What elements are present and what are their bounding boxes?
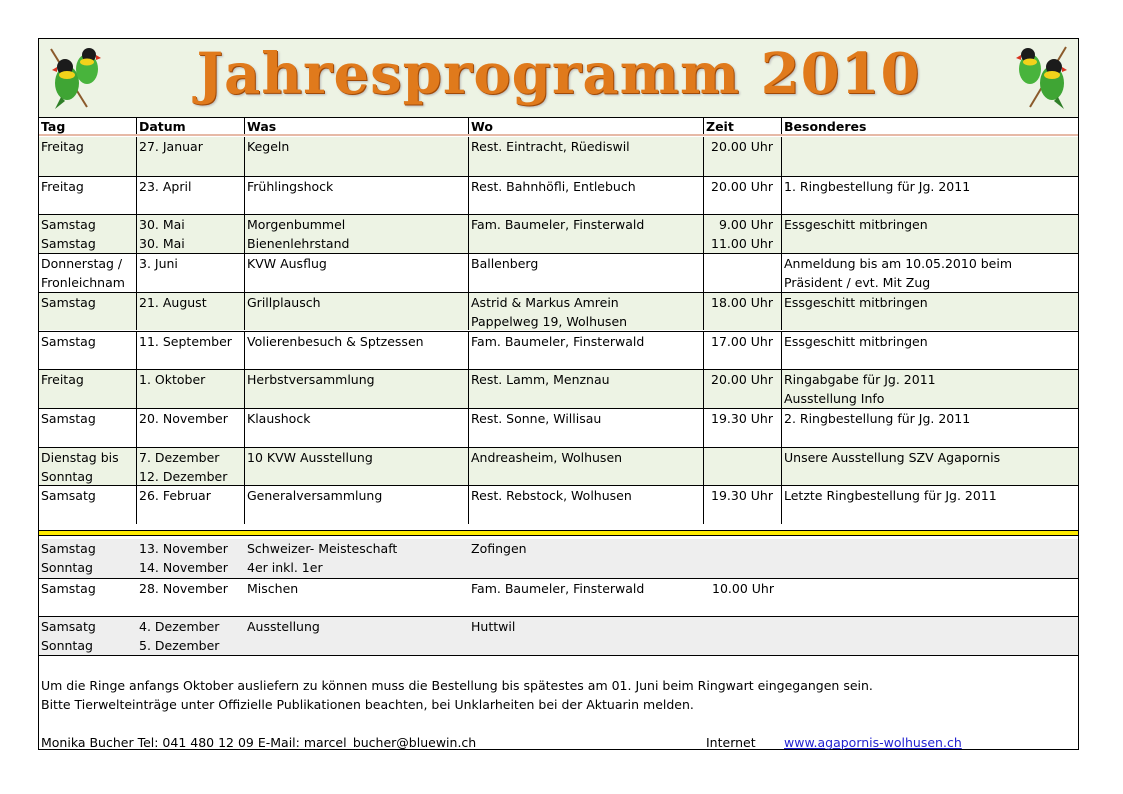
cell-tag (39, 486, 137, 524)
cell-datum (137, 177, 245, 215)
cell-line: 4er inkl. 1er (247, 560, 323, 575)
cell-line: Unsere Ausstellung SZV Agapornis (784, 449, 1001, 465)
cell-line: 30. Mai (139, 217, 185, 233)
cell-line: Grillplausch (247, 294, 321, 310)
cell-datum (137, 539, 245, 578)
cell-line: 1. Oktober (139, 372, 206, 388)
cell-line (471, 558, 704, 577)
page-title: Jahresprogramm 2010 (196, 41, 921, 107)
column-header: Datum (137, 118, 245, 134)
footer-notes (39, 655, 1078, 752)
cell-besonderes (782, 409, 1080, 447)
cell-line: Morgenbummel (247, 217, 346, 233)
cell-line (139, 273, 244, 292)
cell-line: Ausstellung (247, 619, 320, 635)
cell-line: 11. September (139, 333, 232, 349)
cell-line: 20.00 Uhr (711, 178, 773, 194)
cell-line: Freitag (41, 139, 84, 154)
column-header: Wo (469, 118, 704, 134)
cell-wo (469, 293, 704, 331)
cell-line: Frühlingshock (247, 178, 334, 194)
cell-line (706, 558, 774, 577)
cell-line: Donnerstag / (41, 256, 123, 272)
cell-besonderes (782, 332, 1080, 370)
table-row (39, 253, 1078, 292)
cell-line: 19.30 Uhr (711, 410, 773, 426)
cell-was (245, 293, 469, 331)
cell-tag (39, 617, 137, 655)
cell-line: 28. November (139, 580, 228, 596)
cell-datum (137, 254, 245, 292)
cell-zeit (704, 137, 782, 176)
cell-tag (39, 370, 137, 408)
table-row (39, 616, 1078, 655)
cell-line: Fam. Baumeler, Finsterwald (471, 580, 645, 596)
publication-note: Bitte Tierwelteinträge unter Offizielle Publikationen beachten, bei Unklarheiten bei der Aktuarin melden. (41, 697, 694, 712)
cell-zeit (704, 293, 782, 331)
cell-line: 26. Februar (139, 488, 211, 504)
cell-line: 9.00 Uhr (718, 217, 773, 233)
cell-tag (39, 137, 137, 176)
cell-line: Sonntag (41, 638, 93, 654)
cell-was (245, 539, 469, 578)
cell-line: 20.00 Uhr (711, 139, 773, 154)
contact-info: Monika Bucher Tel: 041 480 12 09 E-Mail: marcel_bucher@bluewin.ch (41, 735, 477, 750)
cell-was (245, 448, 469, 486)
cell-was (245, 617, 469, 655)
cell-line: Fam. Baumeler, Finsterwald (471, 217, 645, 233)
program-sheet (38, 38, 1079, 750)
cell-tag (39, 254, 137, 292)
cell-line: Schweizer- Meisteschaft (247, 541, 398, 556)
cell-line (706, 636, 774, 655)
cell-tag (39, 332, 137, 370)
cell-tag (39, 579, 137, 617)
cell-line: Freitag (41, 178, 84, 194)
cell-line: Samstag (41, 333, 96, 349)
table-row (39, 331, 1078, 370)
cell-zeit (704, 617, 782, 655)
cell-line: Sonntag (41, 468, 93, 484)
cell-line: Andreasheim, Wolhusen (471, 449, 623, 465)
cell-zeit (704, 332, 782, 370)
cell-line: Samstag (41, 410, 96, 426)
cell-line: Samstag (41, 294, 96, 310)
cell-wo (469, 579, 704, 617)
cell-line: 21. August (139, 294, 207, 310)
cell-was (245, 137, 469, 176)
cell-wo (469, 137, 704, 176)
cell-line: Fronleichnam (41, 275, 125, 291)
cell-zeit (704, 448, 782, 486)
table-row (39, 578, 1078, 617)
cell-was (245, 332, 469, 370)
cell-tag (39, 539, 137, 578)
cell-line: Dienstag bis (41, 449, 119, 465)
cell-line: Rest. Rebstock, Wolhusen (471, 488, 632, 504)
cell-line: 1. Ringbestellung für Jg. 2011 (784, 178, 971, 194)
cell-line: Rest. Sonne, Willisau (471, 410, 602, 426)
cell-zeit (704, 177, 782, 215)
cell-zeit (704, 409, 782, 447)
table-row (39, 214, 1078, 253)
cell-line: Fam. Baumeler, Finsterwald (471, 333, 645, 349)
cell-was (245, 215, 469, 253)
cell-was (245, 370, 469, 408)
table-row (39, 485, 1078, 524)
lovebird-icon-right (1010, 43, 1074, 111)
cell-was (245, 177, 469, 215)
cell-line: Huttwil (471, 619, 516, 635)
cell-line: 18.00 Uhr (711, 294, 773, 310)
cell-zeit (704, 486, 782, 524)
cell-line: Essgeschitt mitbringen (784, 294, 928, 310)
cell-line: Bienenlehrstand (247, 236, 350, 252)
internet-label: Internet (706, 735, 756, 750)
cell-line (247, 273, 468, 292)
cell-zeit (704, 579, 782, 617)
cell-line: Sonntag (41, 560, 93, 575)
cell-line (471, 636, 704, 655)
cell-tag (39, 177, 137, 215)
cell-wo (469, 448, 704, 486)
column-header: Besonderes (784, 119, 867, 134)
cell-line (247, 467, 468, 486)
cell-besonderes (782, 177, 1080, 215)
cell-line: Rest. Bahnhöfli, Entlebuch (471, 178, 636, 194)
cell-wo (469, 539, 704, 578)
cell-line: KVW Ausflug (247, 256, 327, 272)
cell-tag (39, 215, 137, 253)
cell-besonderes (782, 254, 1080, 292)
cell-line: 20. November (139, 410, 228, 426)
cell-line: Samsatg (41, 488, 96, 504)
cell-datum (137, 370, 245, 408)
cell-line (706, 617, 774, 636)
cell-tag (39, 409, 137, 447)
header-banner (39, 39, 1078, 117)
cell-besonderes (782, 448, 1080, 486)
cell-line (471, 273, 703, 292)
cell-line (706, 448, 773, 467)
cell-datum (137, 579, 245, 617)
cell-line: 20.00 Uhr (711, 372, 773, 388)
column-header: Was (245, 118, 469, 134)
section-separator (39, 530, 1078, 536)
cell-line: 10.00 Uhr (712, 580, 774, 596)
cell-wo (469, 370, 704, 408)
cell-was (245, 409, 469, 447)
cell-zeit (704, 539, 782, 578)
cell-line (784, 137, 1080, 156)
cell-line: 23. April (139, 178, 192, 194)
cell-zeit (704, 215, 782, 253)
cell-datum (137, 448, 245, 486)
cell-line: 10 KVW Ausstellung (247, 449, 373, 465)
table-row (39, 539, 1078, 578)
cell-line: Samsatg (41, 619, 96, 635)
column-header: Tag (39, 118, 137, 134)
cell-wo (469, 332, 704, 370)
cell-line (706, 273, 773, 292)
cell-line: Generalversammlung (247, 488, 383, 504)
cell-line: Rest. Eintracht, Rüediswil (471, 139, 630, 154)
cell-line: Essgeschitt mitbringen (784, 217, 928, 233)
cell-line: Anmeldung bis am 10.05.2010 beim (784, 256, 1013, 272)
cell-tag (39, 293, 137, 331)
cell-line: Essgeschitt mitbringen (784, 333, 928, 349)
cell-line (784, 234, 1080, 253)
cell-tag (39, 448, 137, 486)
cell-datum (137, 215, 245, 253)
cell-zeit (704, 254, 782, 292)
cell-line: Astrid & Markus Amrein (471, 294, 619, 310)
cell-wo (469, 254, 704, 292)
cell-line: 5. Dezember (139, 638, 220, 654)
cell-datum (137, 409, 245, 447)
cell-line (471, 467, 703, 486)
cell-line: Volierenbesuch & Sptzessen (247, 333, 424, 349)
cell-datum (137, 617, 245, 655)
cell-line: Kegeln (247, 139, 290, 154)
cell-datum (137, 332, 245, 370)
ring-order-note: Um die Ringe anfangs Oktober ausliefern zu können muss die Bestellung bis spätestes am 01. Juni beim Ringwart eingegangen sein. (41, 678, 873, 693)
cell-wo (469, 177, 704, 215)
table-row (39, 176, 1078, 215)
cell-line: 17.00 Uhr (711, 333, 773, 349)
cell-wo (469, 215, 704, 253)
cell-datum (137, 137, 245, 176)
cell-wo (469, 409, 704, 447)
cell-datum (137, 486, 245, 524)
cell-line: Ausstellung Info (784, 391, 885, 407)
cell-line: 4. Dezember (139, 619, 220, 635)
cell-line: Samstag (41, 217, 96, 233)
cell-line: Präsident / evt. Mit Zug (784, 275, 931, 291)
cell-besonderes (782, 486, 1080, 524)
cell-line: 19.30 Uhr (711, 488, 773, 504)
cell-line: Herbstversammlung (247, 372, 375, 388)
cell-line: 11.00 Uhr (711, 236, 773, 252)
cell-wo (469, 486, 704, 524)
cell-line: Klaushock (247, 410, 311, 426)
cell-line (706, 467, 773, 486)
table-row (39, 137, 1078, 176)
table-row (39, 292, 1078, 331)
cell-line: 13. November (139, 541, 228, 556)
cell-line: 2. Ringbestellung für Jg. 2011 (784, 410, 971, 426)
column-header-row (39, 117, 1078, 136)
cell-datum (137, 293, 245, 331)
cell-besonderes (782, 215, 1080, 253)
cell-was (245, 579, 469, 617)
cell-line: 7. Dezember (139, 449, 220, 465)
cell-line (471, 234, 703, 253)
cell-line (247, 636, 469, 655)
cell-zeit (704, 370, 782, 408)
cell-wo (469, 617, 704, 655)
cell-line: Samstag (41, 236, 96, 252)
cell-line: 30. Mai (139, 236, 185, 252)
table-row (39, 369, 1078, 408)
cell-line (706, 254, 773, 273)
cell-besonderes (782, 137, 1080, 176)
cell-line: Freitag (41, 372, 84, 388)
cell-besonderes (782, 370, 1080, 408)
cell-line: Ballenberg (471, 256, 539, 272)
cell-line: 12. Dezember (139, 468, 228, 484)
cell-line: Ringabgabe für Jg. 2011 (784, 372, 936, 388)
cell-line: 27. Januar (139, 139, 203, 154)
cell-line: Rest. Lamm, Menznau (471, 372, 610, 388)
table-row (39, 408, 1078, 447)
cell-line: Letzte Ringbestellung für Jg. 2011 (784, 488, 997, 504)
cell-line: Mischen (247, 580, 299, 596)
cell-line: 3. Juni (139, 256, 178, 272)
table-row (39, 447, 1078, 486)
cell-was (245, 254, 469, 292)
column-header: Zeit (704, 118, 782, 134)
cell-besonderes (782, 293, 1080, 331)
cell-line (706, 539, 774, 558)
cell-line: 14. November (139, 560, 228, 575)
cell-line: Pappelweg 19, Wolhusen (471, 313, 628, 329)
cell-was (245, 486, 469, 524)
cell-line: Samstag (41, 541, 96, 556)
cell-line: Zofingen (471, 541, 527, 556)
cell-line (784, 467, 1080, 486)
website-link[interactable]: www.agapornis-wolhusen.ch (784, 735, 962, 750)
cell-line: Samstag (41, 580, 96, 596)
